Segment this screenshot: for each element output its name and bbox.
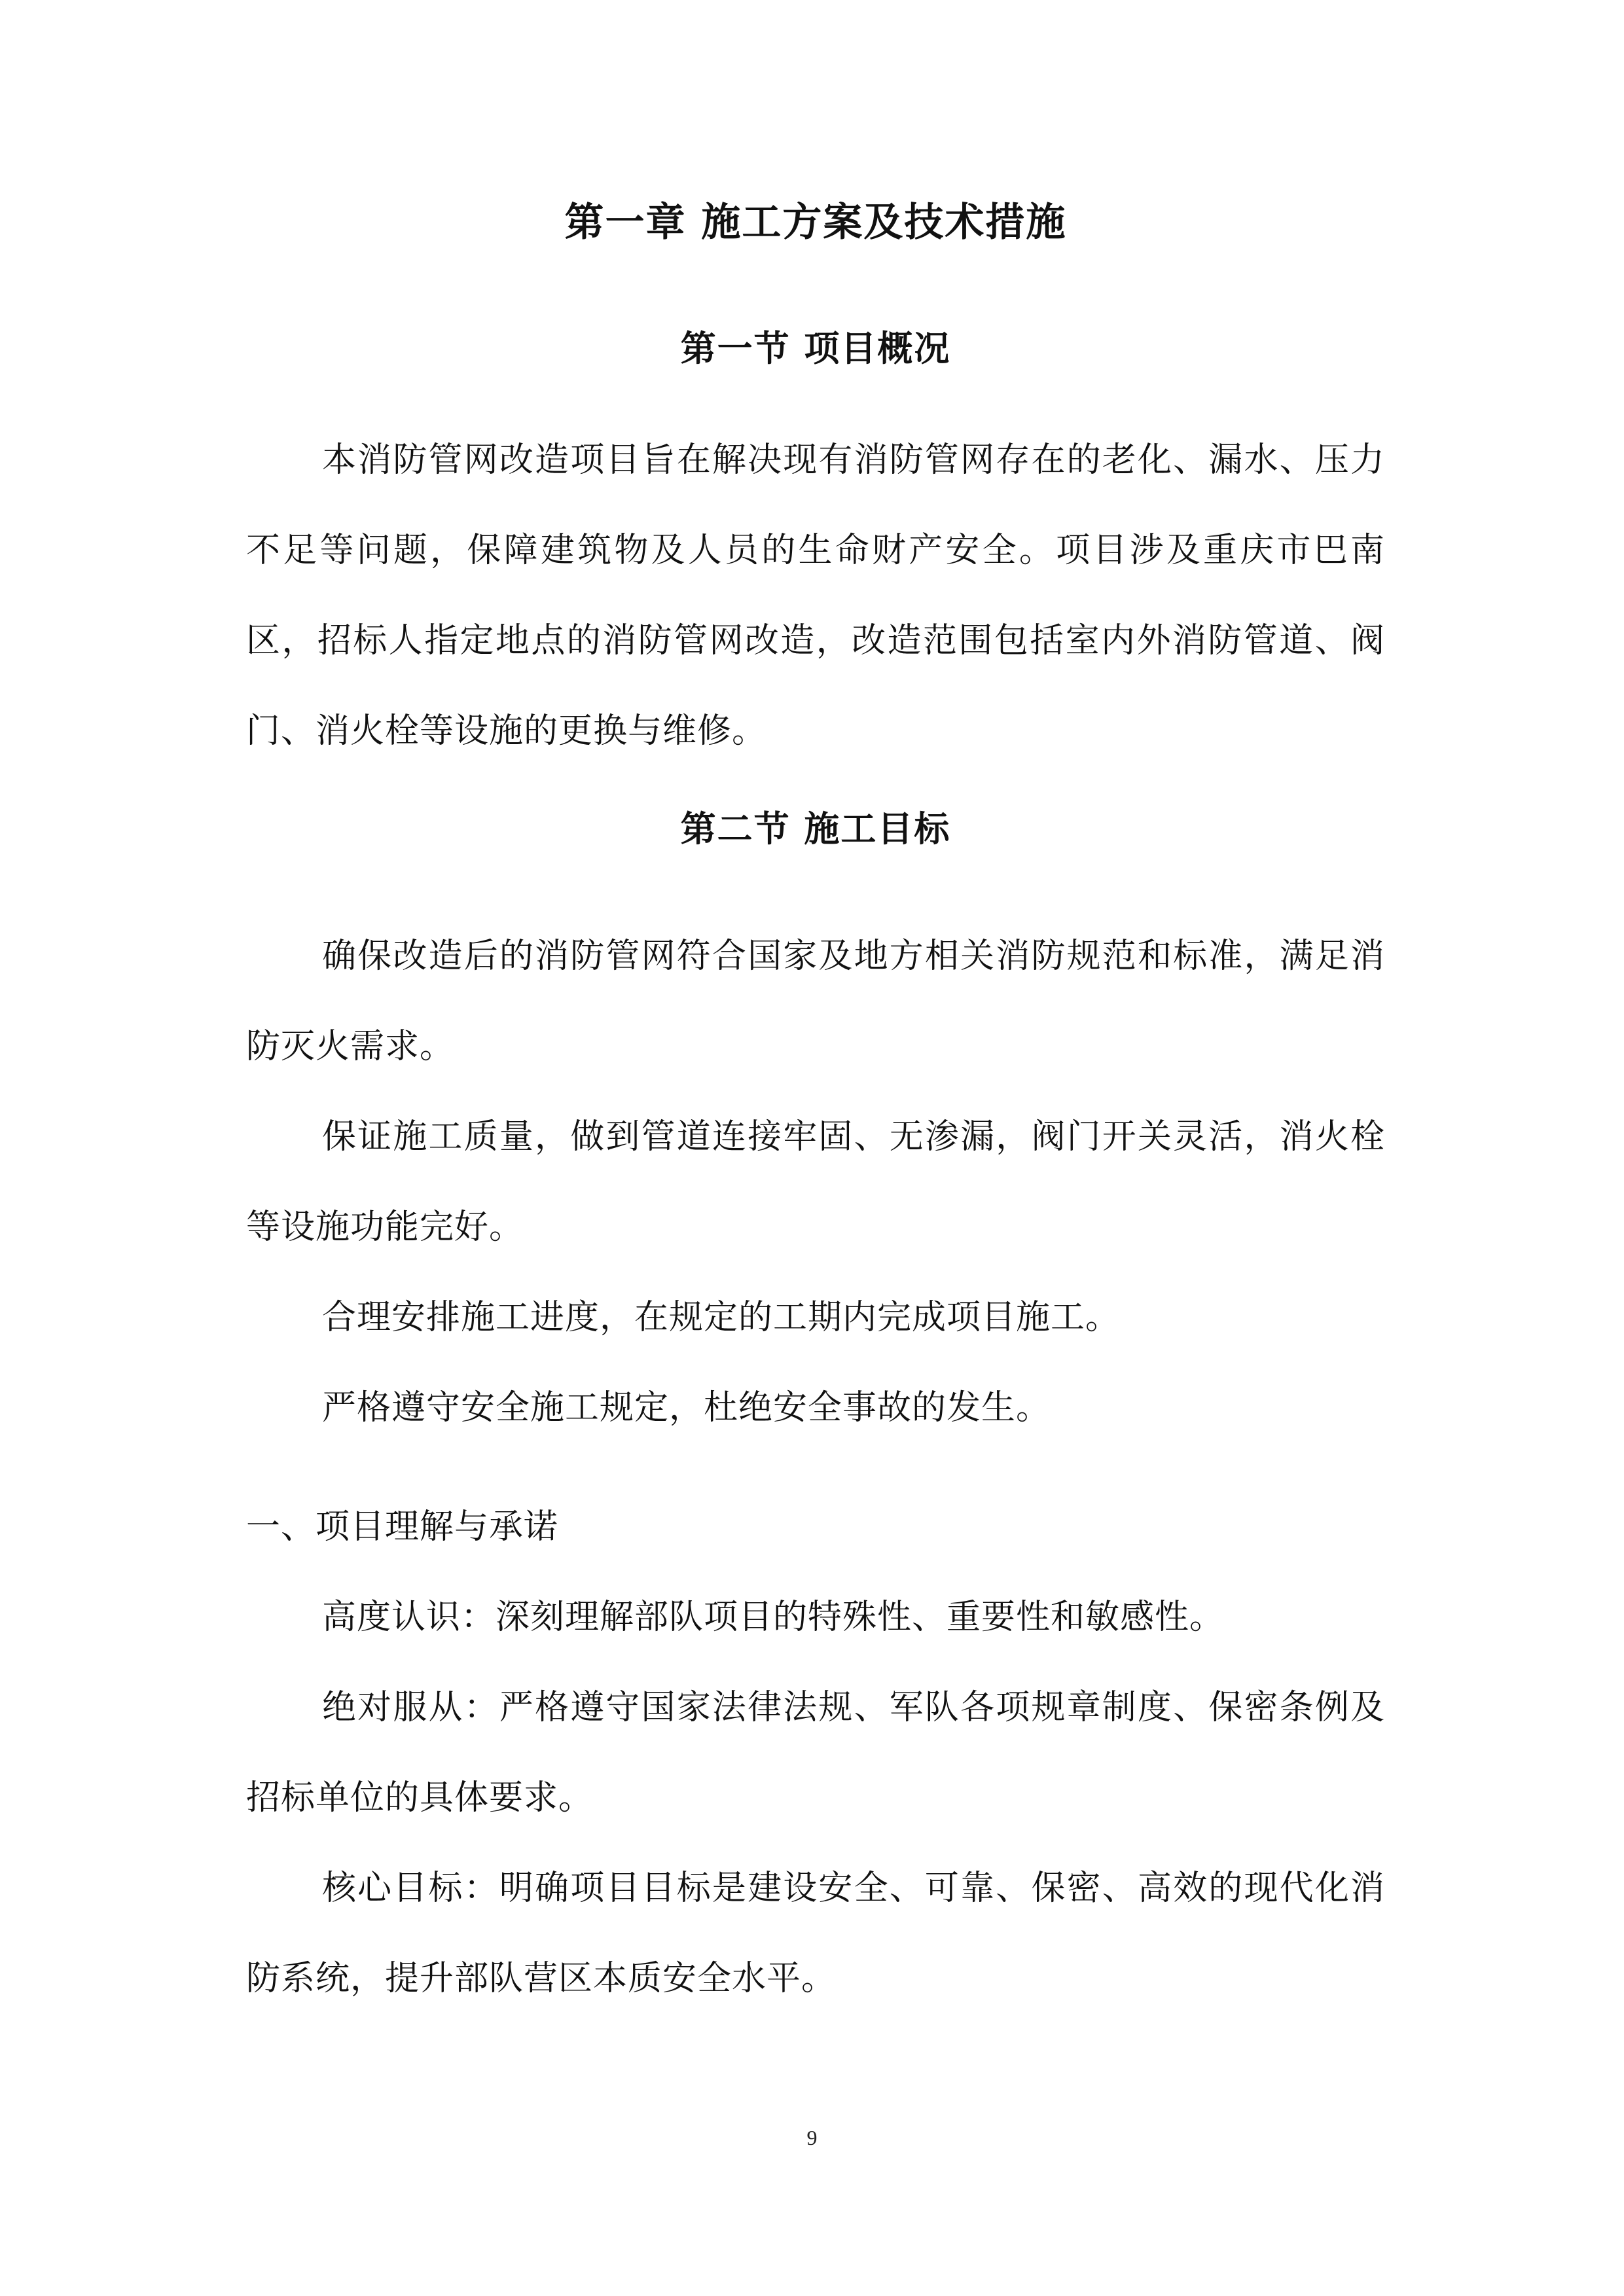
section-title-goals: 第二节 施工目标: [680, 808, 951, 850]
understanding-paragraph-3: 核心目标：明确项目目标是建设安全、可靠、保密、高效的现代化消防系统，提升部队营区本质安全水平。: [246, 1869, 1385, 1998]
goal-paragraph-2: 保证施工质量，做到管道连接牢固、无渗漏，阀门开关灵活，消火栓等设施功能完好。: [246, 1117, 1385, 1247]
understanding-paragraph-2: 绝对服从：严格遵守国家法律法规、军队各项规章制度、保密条例及招标单位的具体要求。: [246, 1688, 1385, 1818]
understanding-paragraph-1: 高度认识：深刻理解部队项目的特殊性、重要性和敏感性。: [322, 1598, 1225, 1637]
goal-paragraph-3: 合理安排施工进度，在规定的工期内完成项目施工。: [322, 1298, 1121, 1337]
overview-paragraph: 本消防管网改造项目旨在解决现有消防管网存在的老化、漏水、压力不足等问题，保障建筑物及人员的生命财产安全。项目涉及重庆市巴南区，招标人指定地点的消防管网改造，改造范围包括室内外消防管道、阀门、消火栓等设施的更换与维修。: [246, 440, 1385, 751]
goal-paragraph-1: 确保改造后的消防管网符合国家及地方相关消防规范和标准，满足消防灭火需求。: [246, 937, 1385, 1066]
page-content: [246, 196, 1385, 2024]
section-title-overview: 第一节 项目概况: [680, 327, 951, 369]
subsection-heading-understanding: 一、项目理解与承诺: [246, 1507, 559, 1547]
chapter-title: 第一章 施工方案及技术措施: [564, 200, 1067, 245]
goal-paragraph-4: 严格遵守安全施工规定，杜绝安全事故的发生。: [322, 1388, 1051, 1427]
page-number: 9: [806, 2126, 818, 2149]
